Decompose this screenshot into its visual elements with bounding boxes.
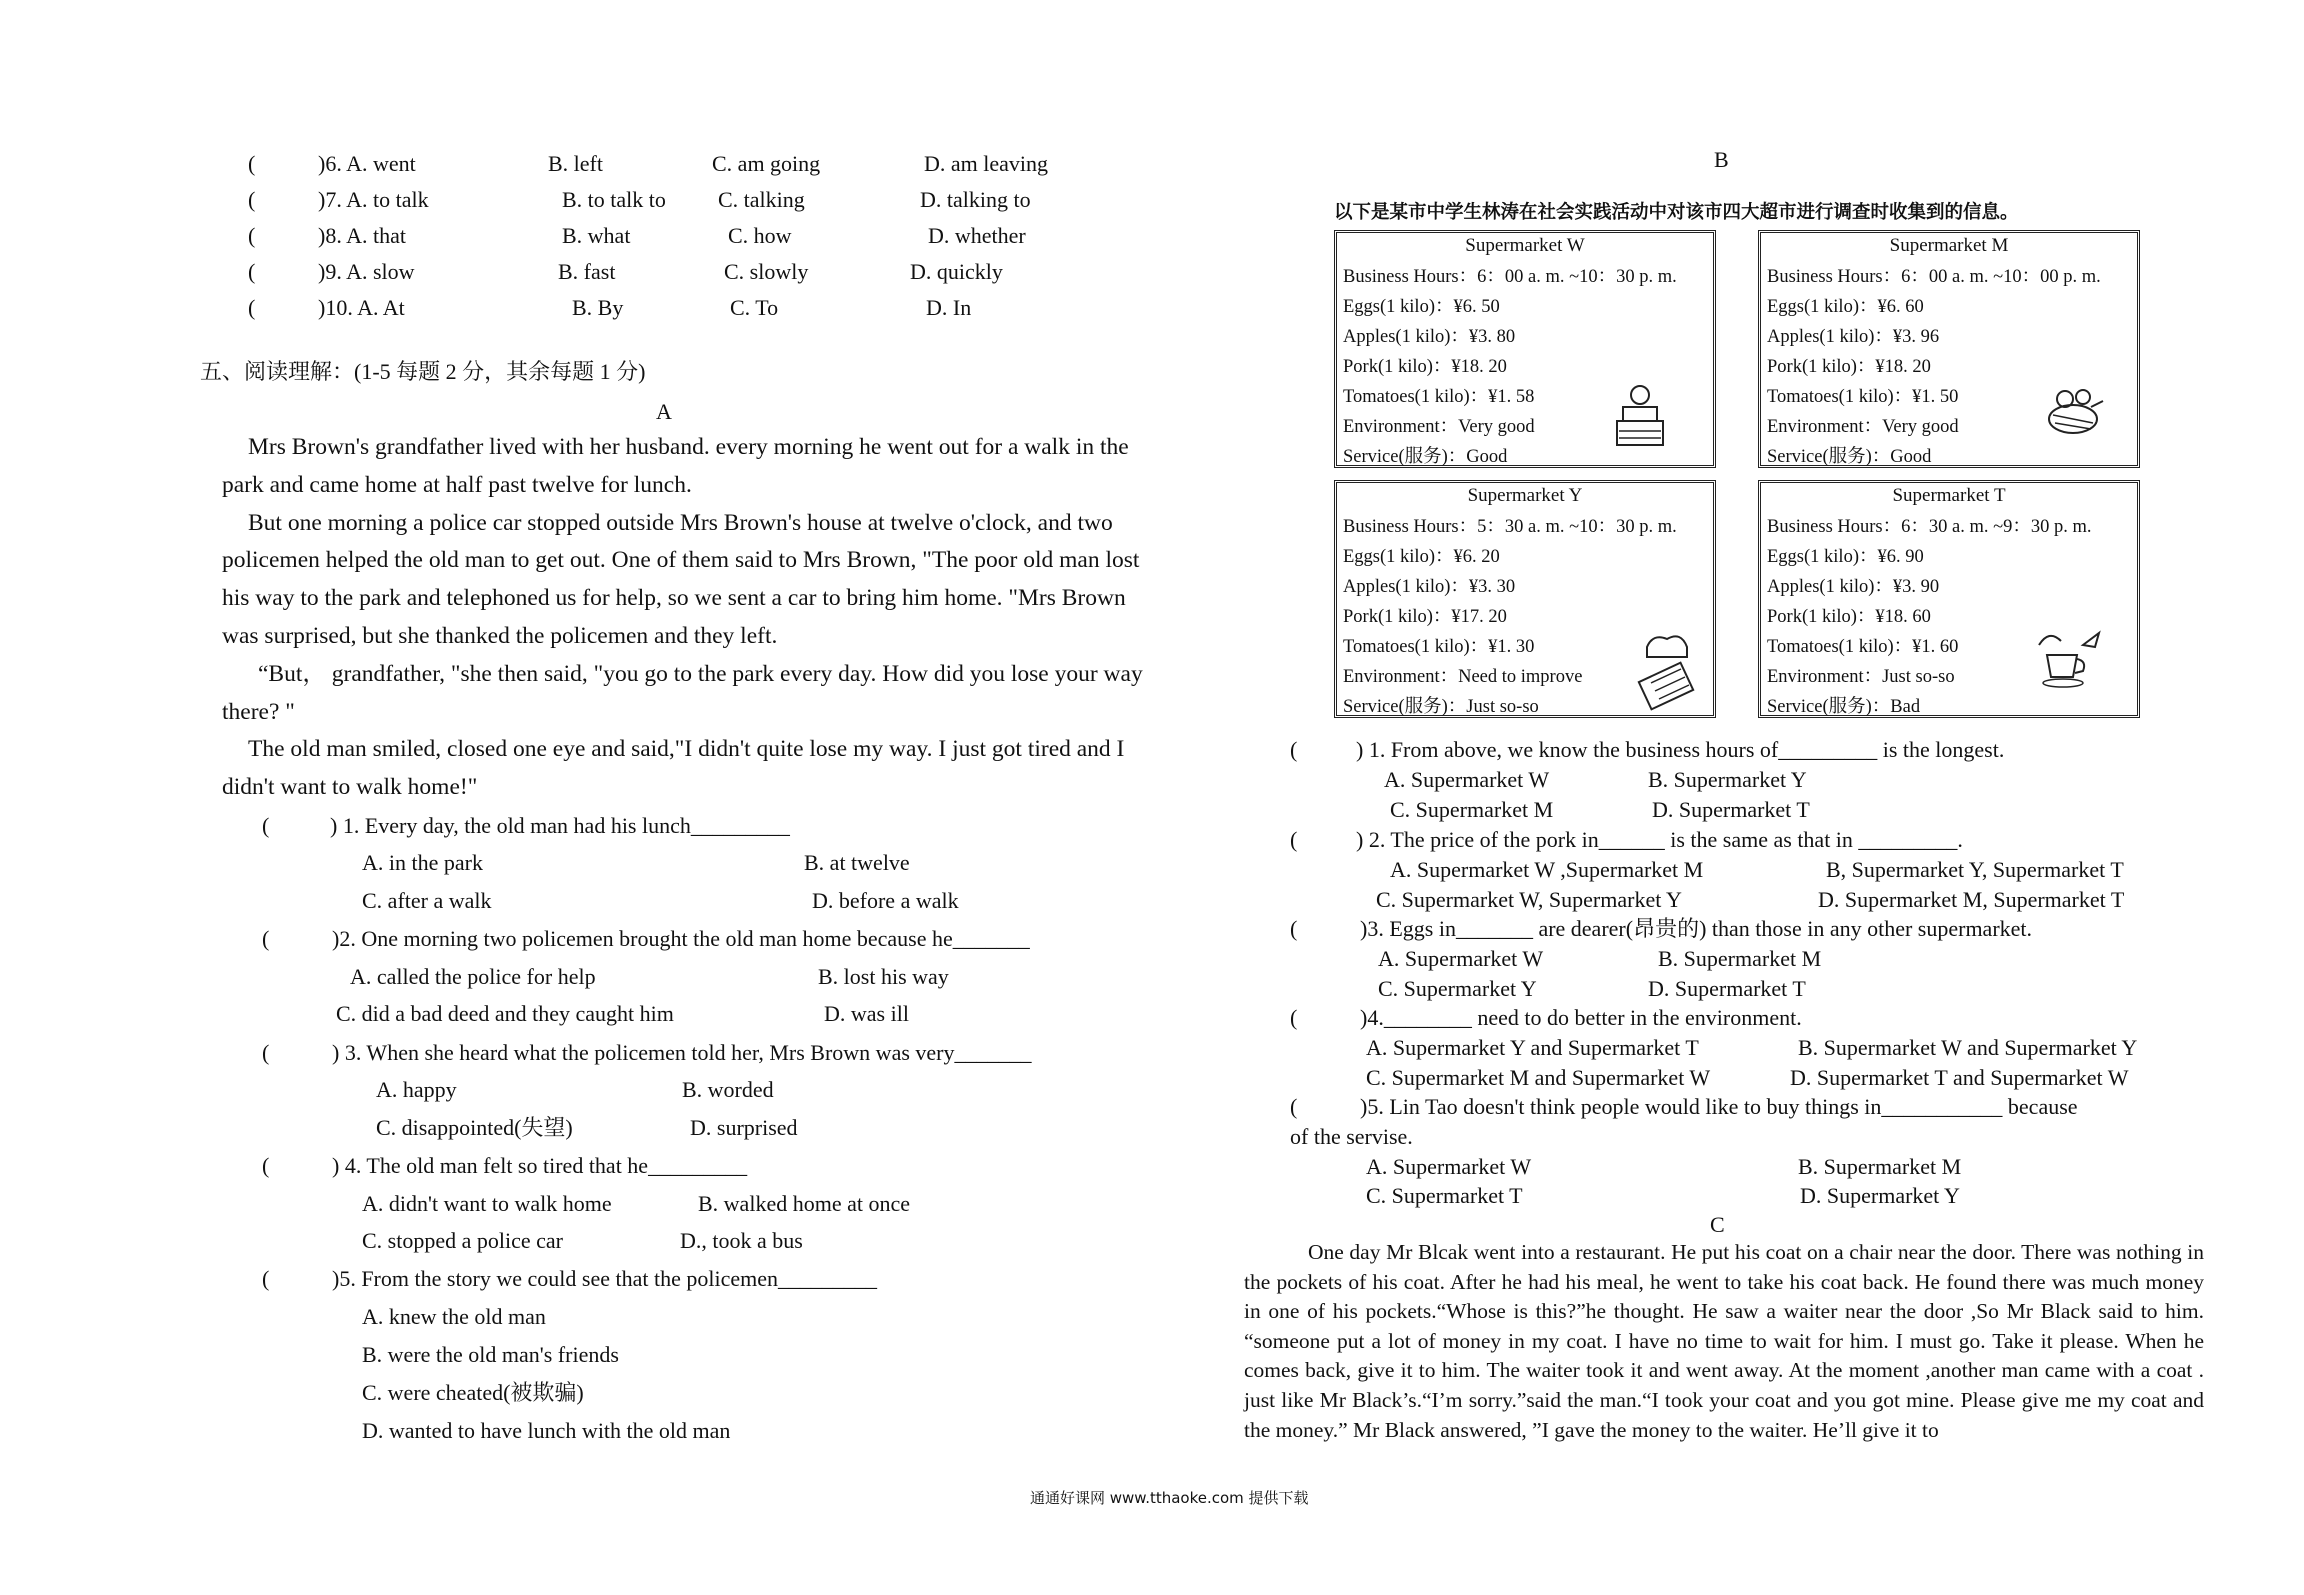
passage-b-intro: 以下是某市中学生林涛在社会实践活动中对该市四大超市进行调查时收集到的信息。 — [1334, 202, 2019, 223]
cloze-q6-d: D. am leaving — [924, 151, 1049, 176]
option-c: C. after a walk — [362, 888, 492, 913]
option-a: A. Supermarket W ,Supermarket M — [1390, 857, 1704, 882]
cloze-q9-d: D. quickly — [910, 259, 1003, 284]
answer-bracket: ( — [262, 813, 270, 838]
info-row: Apples(1 kilo)：¥3. 90 — [1767, 577, 1940, 597]
cloze-q8-c: C. how — [728, 223, 792, 248]
passage-a-label: A — [656, 399, 672, 424]
supermarket-title: Supermarket T — [1892, 485, 2006, 506]
option-d: D. Supermarket T — [1652, 797, 1810, 822]
cloze-q6: )6. A. went — [318, 151, 416, 176]
cloze-q9: )9. A. slow — [318, 259, 415, 284]
question-stem: )2. One morning two policemen brought the old man home because he_______ — [332, 926, 1030, 951]
option-d: D. was ill — [824, 1001, 909, 1026]
cloze-q9-b: B. fast — [558, 259, 616, 284]
option-a: A. Supermarket W — [1366, 1154, 1532, 1179]
chef-tray-icon — [1637, 631, 1699, 711]
option-c: C. Supermarket M and Supermarket W — [1366, 1065, 1711, 1090]
option-b: B. Supermarket W and Supermarket Y — [1798, 1035, 2138, 1060]
info-row: Environment：Need to improve — [1343, 667, 1583, 687]
answer-bracket: ( — [262, 926, 270, 951]
answer-bracket: ( — [248, 151, 256, 176]
option-b: B. lost his way — [818, 964, 949, 989]
info-row: Pork(1 kilo)：¥18. 60 — [1767, 607, 1931, 627]
info-row: Eggs(1 kilo)：¥6. 90 — [1767, 547, 1924, 567]
answer-bracket: ( — [248, 295, 256, 320]
option-b: B. Supermarket Y — [1648, 767, 1807, 792]
option-b: B. walked home at once — [698, 1191, 910, 1216]
cloze-q10: )10. A. At — [318, 295, 405, 320]
food-basket-icon — [2043, 383, 2107, 439]
chef-cake-icon — [1609, 381, 1671, 451]
option-d: D. Supermarket Y — [1800, 1183, 1960, 1208]
info-row: Eggs(1 kilo)：¥6. 60 — [1767, 297, 1924, 317]
option-d: D. Supermarket T — [1648, 976, 1806, 1001]
answer-bracket: ( — [248, 223, 256, 248]
answer-bracket: ( — [262, 1153, 270, 1178]
answer-bracket: ( — [1290, 916, 1298, 941]
info-row: Pork(1 kilo)：¥18. 20 — [1343, 357, 1507, 377]
option-c: C. Supermarket W, Supermarket Y — [1376, 887, 1682, 912]
option-b: B, Supermarket Y, Supermarket T — [1826, 857, 2124, 882]
supermarket-title: Supermarket W — [1465, 235, 1585, 256]
info-row: Service(服务)：Bad — [1767, 697, 1921, 717]
answer-bracket: ( — [1290, 827, 1298, 852]
cloze-q7-d: D. talking to — [920, 187, 1031, 212]
option-a: A. in the park — [362, 850, 483, 875]
cloze-q7: )7. A. to talk — [318, 187, 429, 212]
info-row: Environment：Very good — [1767, 417, 1959, 437]
option-b: B. Supermarket M — [1658, 946, 1822, 971]
info-row: Service(服务)：Good — [1767, 447, 1932, 467]
answer-bracket: ( — [1290, 737, 1298, 762]
answer-bracket: ( — [262, 1266, 270, 1291]
option-d: D. before a walk — [812, 888, 959, 913]
passage-c-text: One day Mr Blcak went into a restaurant. He put his coat on a chair near the door. There was nothing in the pockets of his coat. After he had his meal, he went to take his coat back. He found there was much money in one of his pockets.“Whose is this?”he thought. He saw a waiter near the door ,So Mr Black said to him. “someone put a lot of money in my coat. I have no time to wait for him. I must go. Take it please. When he comes back, give it to him. The waiter took it and went away. At the moment ,another man came with a coat . just like Mr Black’s.“I’m sorry.”said the man.“I took your coat and you got mine. Please give me my coat and the money.” Mr Black answered, ”I gave the money to the waiter. He’ll give it to — [1244, 1240, 2204, 1442]
question-stem: ) 2. The price of the pork in______ is the same as that in _________. — [1356, 827, 1963, 852]
passage-a-paragraph: But one morning a police car stopped outside Mrs Brown's house at twelve o'clock, and two policemen helped the old man to get out. One of them said to Mrs Brown, "The poor old man lost his way to the park and telephoned us for help, so we sent a car to bring him home. "Mrs Brown was surprised, but she thanked the policemen and they left. — [222, 509, 1140, 649]
supermarket-title: Supermarket M — [1889, 235, 2009, 256]
option-d: D. wanted to have lunch with the old man — [362, 1418, 731, 1443]
cloze-q10-b: B. By — [572, 295, 624, 320]
question-stem: )5. Lin Tao doesn't think people would like to buy things in___________ because — [1360, 1094, 2078, 1119]
info-row: Apples(1 kilo)：¥3. 80 — [1343, 327, 1516, 347]
option-a: A. Supermarket W — [1384, 767, 1550, 792]
question-stem: ) 3. When she heard what the policemen told her, Mrs Brown was very_______ — [332, 1040, 1032, 1065]
info-row: Business Hours：6：30 a. m. ~9：30 p. m. — [1767, 517, 2092, 537]
cloze-q8-b: B. what — [562, 223, 631, 248]
passage-a-text — [222, 429, 1150, 807]
option-c: C. did a bad deed and they caught him — [336, 1001, 674, 1026]
cloze-q8-d: D. whether — [928, 223, 1026, 248]
question-stem: ) 1. Every day, the old man had his lunch_________ — [330, 813, 790, 838]
info-row: Tomatoes(1 kilo)：¥1. 58 — [1343, 387, 1535, 407]
info-row: Business Hours：6：00 a. m. ~10：30 p. m. — [1343, 267, 1677, 287]
info-row: Service(服务)：Just so-so — [1343, 697, 1539, 717]
option-a: A. didn't want to walk home — [362, 1191, 612, 1216]
option-a: A. Supermarket Y and Supermarket T — [1366, 1035, 1699, 1060]
cloze-q6-b: B. left — [548, 151, 603, 176]
answer-bracket: ( — [248, 187, 256, 212]
option-b: B. were the old man's friends — [362, 1342, 619, 1367]
option-c: C. Supermarket Y — [1378, 976, 1537, 1001]
info-row: Apples(1 kilo)：¥3. 30 — [1343, 577, 1516, 597]
cup-icon — [2033, 625, 2105, 691]
supermarket-w-card — [1334, 230, 1716, 468]
question-stem: )3. Eggs in_______ are dearer(昂贵的) than those in any other supermarket. — [1360, 916, 2033, 941]
answer-bracket: ( — [262, 1040, 270, 1065]
cloze-q6-c: C. am going — [712, 151, 821, 176]
info-row: Eggs(1 kilo)：¥6. 50 — [1343, 297, 1500, 317]
option-c: C. disappointed(失望) — [376, 1115, 573, 1140]
option-b: B. worded — [682, 1077, 774, 1102]
option-d: D. Supermarket T and Supermarket W — [1790, 1065, 2129, 1090]
info-row: Business Hours：5：30 a. m. ~10：30 p. m. — [1343, 517, 1677, 537]
option-d: D., took a bus — [680, 1228, 803, 1253]
cloze-q7-c: C. talking — [718, 187, 805, 212]
info-row: Tomatoes(1 kilo)：¥1. 30 — [1343, 637, 1535, 657]
supermarket-m-card — [1758, 230, 2140, 468]
option-d: D. Supermarket M, Supermarket T — [1818, 887, 2125, 912]
cloze-q8: )8. A. that — [318, 223, 406, 248]
info-row: Pork(1 kilo)：¥17. 20 — [1343, 607, 1507, 627]
option-a: A. called the police for help — [350, 964, 596, 989]
cloze-q9-c: C. slowly — [724, 259, 809, 284]
answer-bracket: ( — [1290, 1094, 1298, 1119]
option-b: B. Supermarket M — [1798, 1154, 1962, 1179]
supermarket-y-card — [1334, 480, 1716, 718]
option-b: B. at twelve — [804, 850, 910, 875]
option-d: D. surprised — [690, 1115, 798, 1140]
option-c: C. Supermarket M — [1390, 797, 1554, 822]
question-stem: )5. From the story we could see that the policemen_________ — [332, 1266, 877, 1291]
section-heading: 五、阅读理解：(1-5 每题 2 分，其余每题 1 分) — [200, 359, 646, 384]
question-stem: ) 1. From above, we know the business hours of_________ is the longest. — [1356, 737, 2005, 762]
option-c: C. were cheated(被欺骗) — [362, 1380, 584, 1405]
info-row: Tomatoes(1 kilo)：¥1. 60 — [1767, 637, 1959, 657]
cloze-q10-c: C. To — [730, 295, 779, 320]
question-stem: )4.________ need to do better in the environment. — [1360, 1005, 1802, 1030]
cloze-q7-b: B. to talk to — [562, 187, 666, 212]
answer-bracket: ( — [248, 259, 256, 284]
passage-a-paragraph: “But， grandfather, "she then said, "you go to the park every day. How did you lose your way there? " — [222, 660, 1143, 725]
info-row: Environment：Just so-so — [1767, 667, 1955, 687]
info-row: Service(服务)：Good — [1343, 447, 1508, 467]
option-a: A. knew the old man — [362, 1304, 546, 1329]
passage-a-paragraph: The old man smiled, closed one eye and said,"I didn't quite lose my way. I just got tired and I didn't want to walk home!" — [222, 736, 1125, 801]
info-row: Tomatoes(1 kilo)：¥1. 50 — [1767, 387, 1959, 407]
option-a: A. Supermarket W — [1378, 946, 1544, 971]
info-row: Environment：Very good — [1343, 417, 1535, 437]
answer-bracket: ( — [1290, 1005, 1298, 1030]
passage-b-label: B — [1714, 147, 1729, 172]
option-c: C. Supermarket T — [1366, 1183, 1523, 1208]
info-row: Eggs(1 kilo)：¥6. 20 — [1343, 547, 1500, 567]
passage-c-label: C — [1710, 1212, 1725, 1237]
info-row: Business Hours：6：00 a. m. ~10：00 p. m. — [1767, 267, 2101, 287]
supermarket-title: Supermarket Y — [1467, 485, 1583, 506]
supermarket-t-card — [1758, 480, 2140, 718]
option-c: C. stopped a police car — [362, 1228, 563, 1253]
passage-a-paragraph: Mrs Brown's grandfather lived with her husband. every morning he went out for a walk in the park and came home at half past twelve for lunch. — [222, 434, 1129, 498]
question-stem-continued: of the servise. — [1290, 1124, 1413, 1149]
page-footer: 通通好课网 www.tthaoke.com 提供下载 — [1030, 1489, 1309, 1507]
cloze-q10-d: D. In — [926, 295, 972, 320]
question-stem: ) 4. The old man felt so tired that he_________ — [332, 1153, 748, 1178]
option-a: A. happy — [376, 1077, 457, 1102]
info-row: Pork(1 kilo)：¥18. 20 — [1767, 357, 1931, 377]
info-row: Apples(1 kilo)：¥3. 96 — [1767, 327, 1940, 347]
